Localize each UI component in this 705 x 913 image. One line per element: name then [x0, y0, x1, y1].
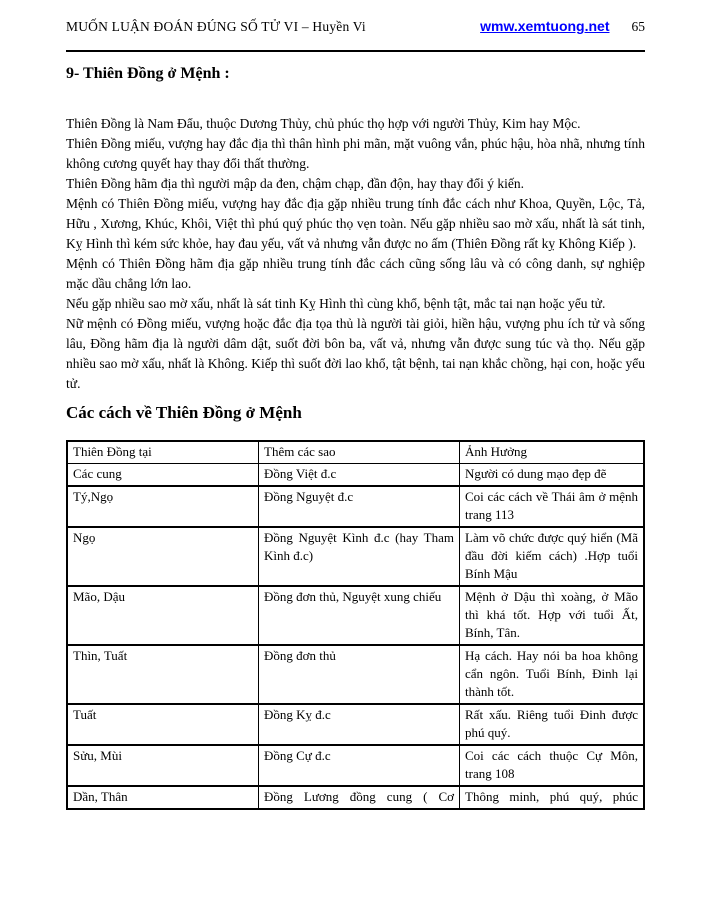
table-cell: Hạ cách. Hay nói ba hoa không cẩn ngôn. Tuổi Bính, Đinh lại thành tốt.: [460, 645, 645, 704]
paragraph: Mệnh có Thiên Đồng hãm địa gặp nhiều trung tính đắc cách cũng sống lâu và có công danh, sự nghiệp mặc dầu chẳng lớn lao.: [66, 256, 645, 291]
table-cell: Làm võ chức được quý hiển (Mã đầu đời kiếm cách) .Hợp tuổi Bính Mậu: [460, 527, 645, 586]
table-cell: Thìn, Tuất: [67, 645, 259, 704]
table-row: [67, 786, 644, 809]
table-cell: Tuất: [67, 704, 259, 745]
header-title: MUỐN LUẬN ĐOÁN ĐÚNG SỐ TỬ VI – Huyền Vi: [66, 19, 366, 34]
header-divider: [66, 50, 645, 52]
table-cell: Sửu, Mùi: [67, 745, 259, 786]
column-header: Thiên Đồng tại: [67, 441, 259, 464]
cases-table: [66, 440, 645, 810]
table-cell: Đồng Lương đồng cung ( Cơ: [259, 786, 460, 809]
table-cell: Đồng Nguyệt đ.c: [259, 486, 460, 527]
table-cell: Rất xấu. Riêng tuổi Đinh được phú quý.: [460, 704, 645, 745]
table-cell: Mệnh ở Dậu thì xoàng, ở Mão thì khá tốt. Hợp với tuổi Ất, Bính, Tân.: [460, 586, 645, 645]
paragraph: Thiên Đồng hãm địa thì người mập da đen, chậm chạp, đần độn, hay thay đổi ý kiến.: [66, 176, 524, 191]
table-cell: Dần, Thân: [67, 786, 259, 809]
column-header: Thêm các sao: [259, 441, 460, 464]
paragraph: Nữ mệnh có Đồng miếu, vượng hoặc đắc địa tọa thủ là người tài giỏi, hiền hậu, vượng phu ích tử và sống lâu, Đồng hãm địa là người dâm dật, suốt đời bôn ba, vất vả, nhưng vẫn được sung túc và thọ. Nếu gặp nhiều sao mờ xấu, nhất là Không. Kiếp thì suốt đời lao khổ, tật bệnh, tai nạn khắc chồng, hại con, hoặc yểu tử.: [66, 316, 645, 391]
paragraph: Nếu gặp nhiều sao mờ xấu, nhất là sát tinh Kỵ Hình thì cùng khổ, bệnh tật, mắc tai nạn hoặc yểu tử.: [66, 296, 606, 311]
table-row: [67, 645, 644, 704]
table-cell: Tý,Ngọ: [67, 486, 259, 527]
table-cell: Thông minh, phú quý, phúc: [460, 786, 645, 809]
table-cell: Đồng đơn thủ, Nguyệt xung chiếu: [259, 586, 460, 645]
table-row: [67, 527, 644, 586]
table-cell: Các cung: [67, 464, 259, 487]
table-cell: Đồng Cự đ.c: [259, 745, 460, 786]
table-cell: Mão, Dậu: [67, 586, 259, 645]
table-header-row: [67, 441, 644, 464]
website-link[interactable]: wmw.xemtuong.net: [480, 18, 610, 34]
column-header: Ảnh Hưởng: [460, 441, 645, 464]
table-cell: Đồng đơn thủ: [259, 645, 460, 704]
table-heading: Các cách về Thiên Đồng ở Mệnh: [66, 403, 302, 422]
table-row: [67, 704, 644, 745]
body-text: [66, 114, 645, 394]
running-header: [66, 18, 645, 35]
table-row: [67, 586, 644, 645]
page-number: 65: [631, 19, 645, 34]
section-heading: 9- Thiên Đồng ở Mệnh :: [66, 65, 230, 82]
table-row: [67, 745, 644, 786]
table-row: [67, 464, 644, 487]
table-row: [67, 486, 644, 527]
paragraph: Thiên Đồng là Nam Đẩu, thuộc Dương Thủy, chủ phúc thọ hợp với người Thủy, Kim hay Mộc.: [66, 116, 581, 131]
paragraph: Thiên Đồng miếu, vượng hay đắc địa thì thân hình phi mãn, mặt vuông vắn, phúc hậu, hòa nhã, nhưng tính không cương quyết hay thay đổi thất thường.: [66, 136, 645, 171]
table-cell: Coi các cách thuộc Cự Môn, trang 108: [460, 745, 645, 786]
table-cell: Người có dung mạo đẹp đẽ: [460, 464, 645, 487]
table-cell: Đồng Kỵ đ.c: [259, 704, 460, 745]
table-cell: Coi các cách về Thái âm ở mệnh trang 113: [460, 486, 645, 527]
paragraph: Mệnh có Thiên Đồng miếu, vượng hay đắc địa gặp nhiều trung tính đắc cách như Khoa, Quyền, Lộc, Tả, Hữu , Xương, Khúc, Khôi, Việt thì phú quý phúc thọ vẹn toàn. Nếu gặp nhiều sao mờ xấu, nhất là sát tinh, Kỵ Hình thì kém sức khỏe, hay đau yếu, vất vả nhưng vẫn được no ấm (Thiên Đồng rất kỵ Không Kiếp ).: [66, 196, 645, 251]
table-cell: Ngọ: [67, 527, 259, 586]
table-cell: Đồng Nguyệt Kình đ.c (hay Tham Kình đ.c): [259, 527, 460, 586]
table-cell: Đồng Việt đ.c: [259, 464, 460, 487]
